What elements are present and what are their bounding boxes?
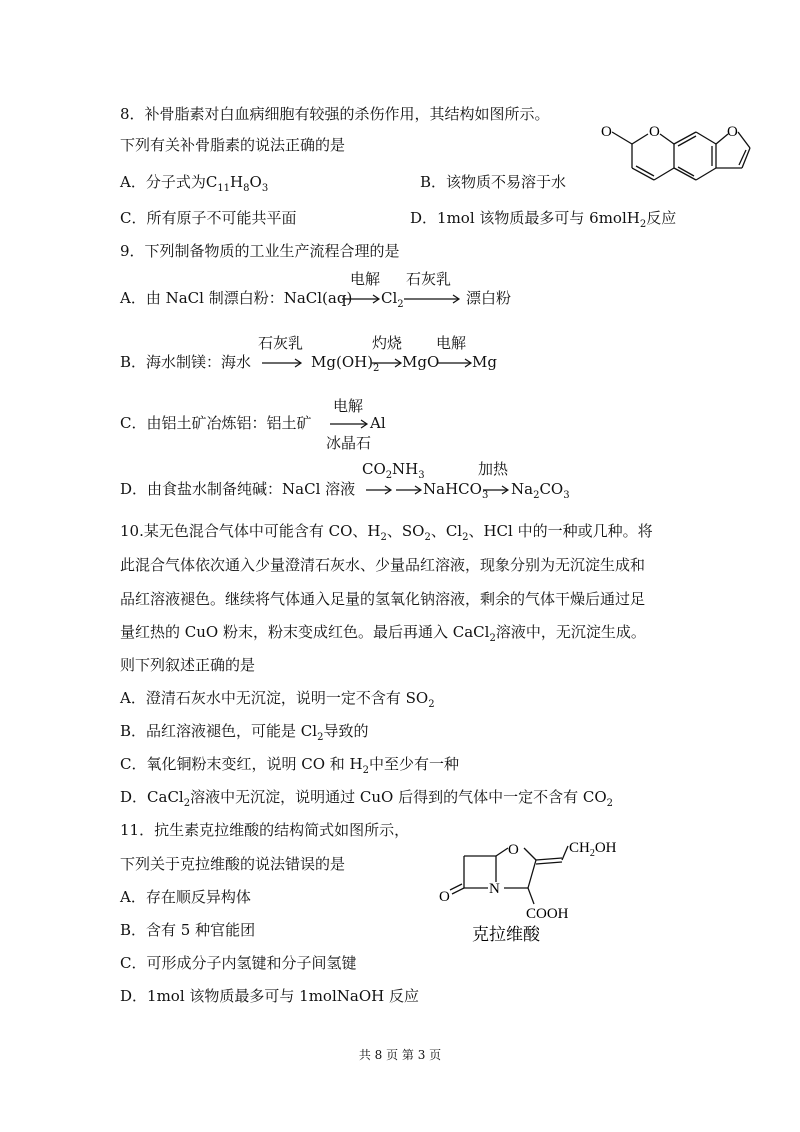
q9-b-mgo: MgO <box>402 353 440 371</box>
q9-b-mg: Mg <box>472 353 497 371</box>
q10-option-a: A．澄清石灰水中无沉淀，说明一定不含有 $SO_2$ <box>120 689 435 710</box>
q10-stem-line1: 10.某无色混合气体中可能含有 CO、$H_2$、$SO_2$、$Cl_2$、HCl 中的一种或几种。将 <box>120 522 653 543</box>
q11-stem-line2: 下列关于克拉维酸的说法错误的是 <box>120 855 346 873</box>
psoralen-furan-o: O <box>727 124 738 140</box>
q9-option-d: D．由食盐水制备纯碱：NaCl 溶液 <box>120 480 356 498</box>
q8-option-c: C．所有原子不可能共平面 <box>120 209 297 227</box>
q8-option-a: A．分子式为$C_{11}H_8O_3$ <box>120 173 269 194</box>
psoralen-carbonyl-o: O <box>601 124 612 140</box>
q9-a-condition2: 石灰乳 <box>406 270 452 288</box>
q9-b-arrow3 <box>438 358 474 368</box>
q9-a-cl2: $Cl_2$ <box>381 289 404 310</box>
q9-b-condition2: 灼烧 <box>372 334 403 352</box>
clavulanic-acid-structure <box>438 830 658 945</box>
clavulanic-caption: 克拉维酸 <box>472 925 540 944</box>
q9-b-condition3: 电解 <box>436 334 467 352</box>
clavulanic-ch2oh: $CH_2OH$ <box>569 840 617 859</box>
psoralen-ring-o: O <box>649 124 660 140</box>
q11-option-b: B．含有 5 种官能团 <box>120 921 256 939</box>
q9-b-condition1: 石灰乳 <box>258 334 304 352</box>
q9-c-condition-below: 冰晶石 <box>326 434 372 452</box>
clavulanic-ring-o: O <box>508 842 519 858</box>
q8-option-d: D．1mol 该物质最多可与 6molH$_2$反应 <box>410 209 677 230</box>
q10-option-c: C．氧化铜粉末变红，说明 CO 和 $H_2$中至少有一种 <box>120 755 460 776</box>
q9-option-b: B．海水制镁：海水 <box>120 353 252 371</box>
q9-d-nahco3: NaHCO$_3$ <box>423 480 489 501</box>
q9-d-condition1: $CO_2$ <box>362 460 393 481</box>
q9-d-arrow1 <box>366 485 396 495</box>
q11-option-d: D．1mol 该物质最多可与 1molNaOH 反应 <box>120 987 419 1005</box>
q10-stem-line2: 此混合气体依次通入少量澄清石灰水、少量品红溶液，现象分别为无沉淀生成和 <box>120 556 646 574</box>
q9-option-a: A．由 NaCl 制漂白粉：NaCl(aq) <box>120 289 353 307</box>
q9-d-na2co3: $Na_2CO_3$ <box>511 480 570 501</box>
q10-stem-line4: 量红热的 CuO 粉末，粉末变成红色。最后再通入 CaCl$_2$溶液中，无沉淀生成。 <box>120 623 646 644</box>
q8-stem-line1 <box>120 104 550 124</box>
q9-d-arrow3 <box>483 485 513 495</box>
clavulanic-cooh: COOH <box>526 906 569 922</box>
q8-option-b: B．该物质不易溶于水 <box>420 173 567 191</box>
q10-stem-line5: 则下列叙述正确的是 <box>120 656 256 674</box>
q9-a-arrow2 <box>404 294 464 304</box>
q8-stem2: 下列有关补骨脂素的说法正确的是 <box>120 136 346 154</box>
psoralen-structure <box>598 108 768 190</box>
q9-c-al: Al <box>370 414 386 432</box>
clavulanic-n: N <box>489 881 500 897</box>
q8-stem-line2 <box>120 135 345 155</box>
q8-stem1: 8．补骨脂素对白血病细胞有较强的杀伤作用，其结构如图所示。 <box>120 105 550 123</box>
q9-b-mgoh2: $Mg(OH)_2$ <box>311 353 380 374</box>
q10-stem-line3: 品红溶液褪色。继续将气体通入足量的氢氧化钠溶液，剩余的气体干燥后通过足 <box>120 590 646 608</box>
q9-b-arrow2 <box>372 358 406 368</box>
q9-b-arrow1 <box>262 358 306 368</box>
q9-c-arrow <box>330 419 370 429</box>
q9-a-product: 漂白粉 <box>466 289 512 307</box>
page-footer: 共 8 页 第 3 页 <box>358 1048 442 1062</box>
q10-option-b: B．品红溶液褪色，可能是 $Cl_2$导致的 <box>120 722 369 743</box>
q9-d-condition3: 加热 <box>478 460 509 478</box>
q11-option-c: C．可形成分子内氢键和分子间氢键 <box>120 954 357 972</box>
q9-d-condition2: $NH_3$ <box>392 460 425 481</box>
q11-option-a: A．存在顺反异构体 <box>120 888 251 906</box>
q9-d-arrow2 <box>396 485 426 495</box>
q10-option-d: D．CaCl$_2$溶液中无沉淀，说明通过 CuO 后得到的气体中一定不含有 $CO_2$ <box>120 788 614 809</box>
q11-stem-line1: 11．抗生素克拉维酸的结构简式如图所示， <box>120 821 410 839</box>
clavulanic-carbonyl-o: O <box>439 889 450 905</box>
q9-a-condition1: 电解 <box>350 270 381 288</box>
q9-option-c: C．由铝土矿冶炼铝：铝土矿 <box>120 414 312 432</box>
q9-stem: 9．下列制备物质的工业生产流程合理的是 <box>120 242 400 260</box>
q9-a-arrow1 <box>342 294 382 304</box>
q9-c-condition-above: 电解 <box>333 397 364 415</box>
